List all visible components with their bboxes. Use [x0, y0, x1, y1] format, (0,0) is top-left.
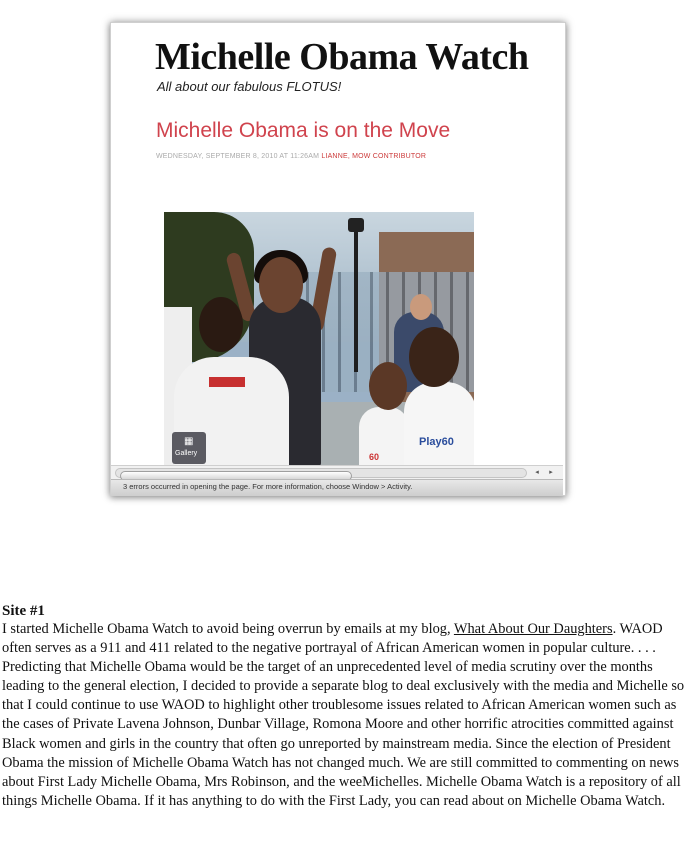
- photo-lamp-pole: [354, 222, 358, 372]
- blog-title[interactable]: Michelle Obama Watch: [155, 36, 529, 78]
- photo-boy-badge: [209, 377, 245, 387]
- browser-content: [111, 23, 563, 465]
- scroll-left-arrow-icon[interactable]: ◂: [535, 468, 539, 476]
- post-title[interactable]: Michelle Obama is on the Move: [156, 119, 451, 142]
- caption-heading: Site #1: [2, 603, 45, 619]
- browser-window-screenshot: [110, 22, 566, 496]
- photo-boy-head: [199, 297, 243, 352]
- gallery-button[interactable]: [172, 432, 206, 464]
- gallery-label: Gallery: [175, 450, 198, 457]
- status-message: 3 errors occurred in opening the page. For more information, choose Window > Activity.: [123, 482, 413, 491]
- post-date: WEDNESDAY, SEPTEMBER 8, 2010 AT 11:26AM: [156, 153, 320, 160]
- photo-shirt-logo: Play60: [419, 436, 454, 448]
- scroll-right-arrow-icon[interactable]: ▸: [549, 468, 553, 476]
- caption-intro: I started Michelle Obama Watch to avoid being overrun by emails at my blog,: [2, 621, 454, 637]
- caption-text: . WAOD often serves as a 911 and 411 related to the negative portrayal of African American women in popular culture. . . . Predicting that Michelle Obama would be the target of an unprecedented level of media scrutiny over the months leading to the general election, I decided to provide a separate blog to deal exclusively with the media and Michelle so that I could continue to use WAOD to highlight other troublesome issues related to African American women such as the cases of Private Lavena Johnson, Dunbar Village, Romona Moore and other horrific atrocities committed against Black women and girls in the country that often go unreported by mainstream media. Since the election of President Obama the mission of Michelle Obama Watch has not changed much. We are still committed to commenting on news about First Lady Michelle Obama, Mrs Robinson, and the weeMichelles. Michelle Obama Watch is a repository of all things Michelle Obama. If it has anything to do with the First Lady, you can read about on Michelle Obama Watch.: [2, 621, 685, 809]
- photo-woman-head: [259, 257, 303, 313]
- horizontal-scrollbar[interactable]: [111, 465, 563, 479]
- photo-lamp: [348, 218, 364, 232]
- photo-boy3-head: [409, 327, 459, 387]
- photo-boy3-body: [404, 382, 474, 465]
- post-author[interactable]: LIANNE, MOW CONTRIBUTOR: [321, 153, 427, 160]
- photo-kid-body: [359, 407, 409, 465]
- caption-section: [2, 602, 690, 811]
- post-meta: [156, 153, 426, 160]
- photo-man-head: [410, 294, 432, 320]
- scrollbar-track[interactable]: [115, 468, 527, 478]
- photo-shirt-logo-2: 60: [369, 452, 380, 462]
- post-photo[interactable]: [164, 212, 474, 465]
- blog-tagline: All about our fabulous FLOTUS!: [157, 79, 342, 94]
- photo-kid-head: [369, 362, 407, 410]
- waod-link[interactable]: What About Our Daughters: [453, 621, 613, 637]
- status-bar: [111, 479, 563, 495]
- grid-icon: ▦: [184, 436, 194, 447]
- caption-body: [2, 620, 690, 811]
